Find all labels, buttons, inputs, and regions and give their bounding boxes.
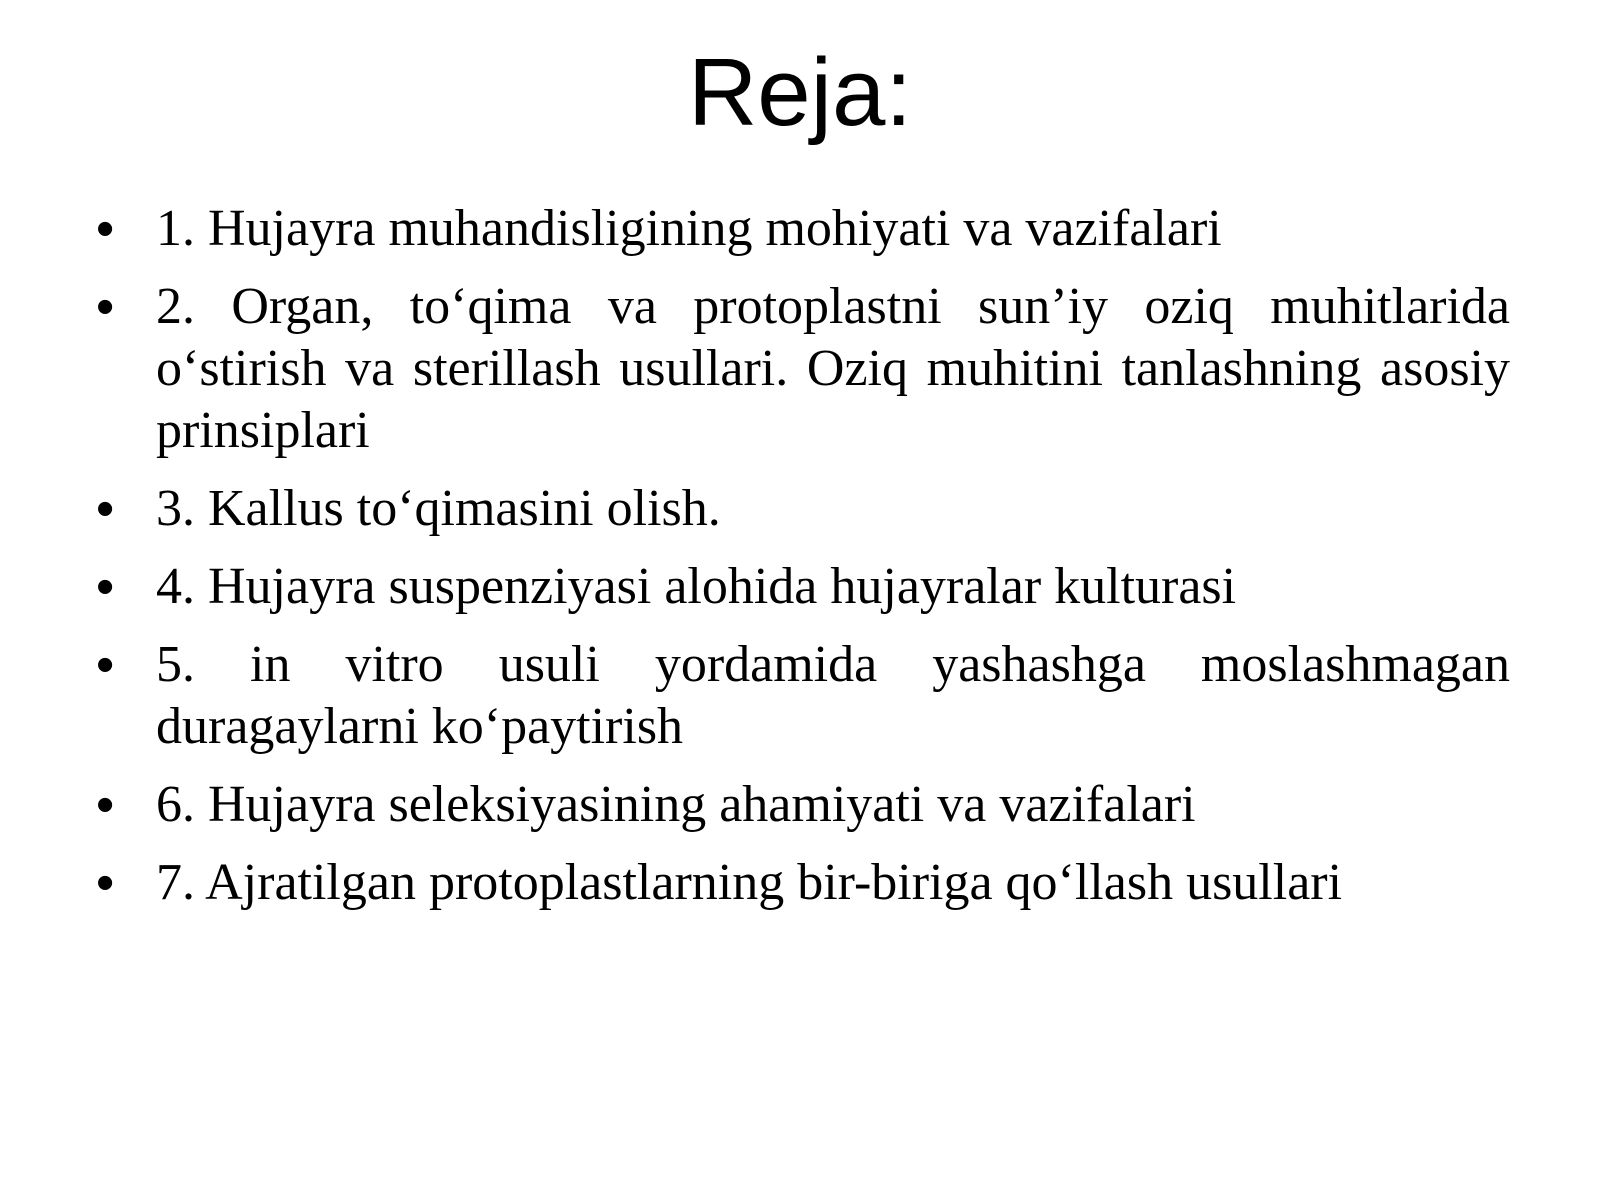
list-item <box>96 852 1510 914</box>
plan-list <box>96 198 1510 930</box>
list-item <box>96 198 1510 260</box>
list-item-text: 2. Organ, to‘qima va protoplastni sun’iy oziq muhitlarida o‘stirish va sterillash usullari. Oziq muhitini tanlashning asosiy prinsiplari <box>156 278 1510 459</box>
list-item-text: 3. Kallus to‘qimasini olish. <box>156 480 721 537</box>
slide-title: Reja: <box>687 39 913 146</box>
bullet-icon: • <box>96 636 115 694</box>
bullet-icon: • <box>96 480 115 538</box>
list-item <box>96 276 1510 462</box>
bullet-icon: • <box>96 776 115 834</box>
list-item-text: 5. in vitro usuli yordamida yashashga moslashmagan duragaylarni ko‘paytirish <box>156 636 1510 755</box>
list-item <box>96 774 1510 836</box>
list-item-text: 4. Hujayra suspenziyasi alohida hujayralar kulturasi <box>156 558 1237 615</box>
list-item-text: 1. Hujayra muhandisligining mohiyati va vazifalari <box>156 200 1222 257</box>
bullet-icon: • <box>96 558 115 616</box>
bullet-icon: • <box>96 278 115 336</box>
bullet-icon: • <box>96 200 115 258</box>
list-item <box>96 634 1510 758</box>
bullet-icon: • <box>96 854 115 912</box>
list-item-text: 7. Ajratilgan protoplastlarning bir-biriga qo‘llash usullari <box>156 854 1343 911</box>
list-item <box>96 556 1510 618</box>
list-item <box>96 478 1510 540</box>
list-item-text: 6. Hujayra seleksiyasining ahamiyati va vazifalari <box>156 776 1196 833</box>
